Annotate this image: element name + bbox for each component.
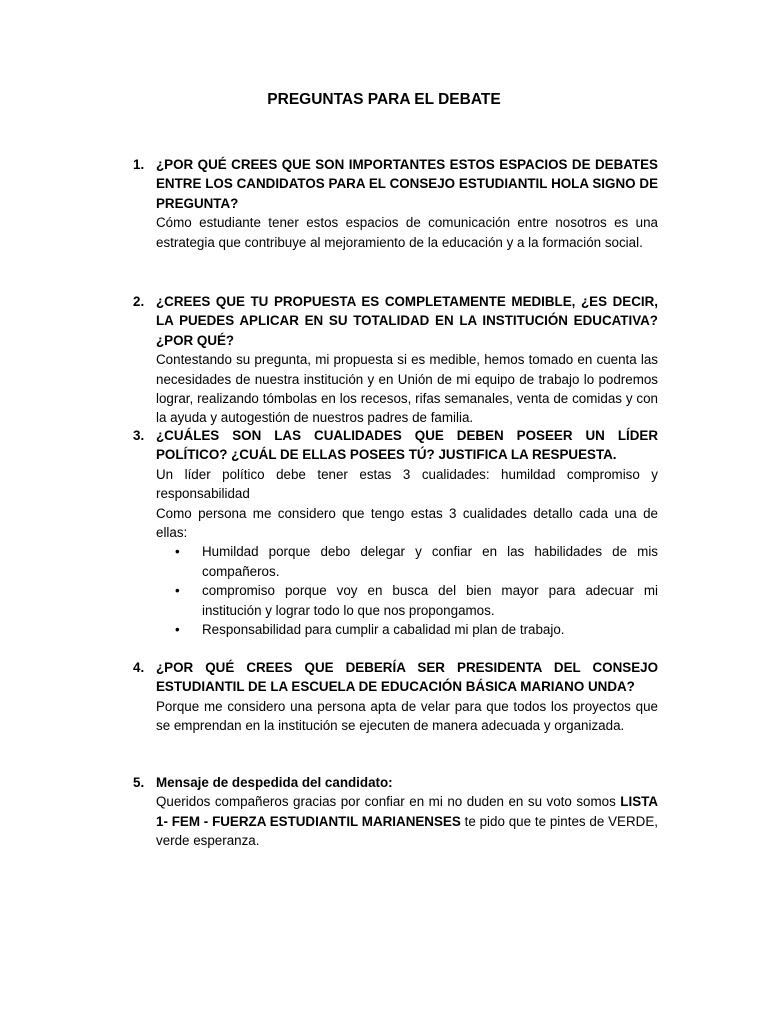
bullet-icon: • xyxy=(175,622,180,638)
question-number: 3. xyxy=(133,428,145,443)
bullet-icon: • xyxy=(175,544,180,560)
answer-text xyxy=(156,792,658,850)
answer-text: Cómo estudiante tener estos espacios de comunicación entre nosotros es una estrategia que contribuye al mejoramiento de la educación y a la formación social. xyxy=(156,215,658,250)
question-text: Mensaje de despedida del candidato: xyxy=(156,775,393,790)
question-item-4 xyxy=(133,658,658,736)
question-item-1 xyxy=(133,155,658,252)
party-name: LISTA 1- FEM - FUERZA ESTUDIANTIL MARIANENSES xyxy=(156,794,658,829)
answer-text: Contestando su pregunta, mi propuesta si es medible, hemos tomado en cuenta las necesidades de nuestra institución y en Unión de mi equipo de trabajo lo podremos lograr, realizando tómbolas en los recesos, rifas semanales, venta de comidas y con la ayuda y autogestión de nuestros padres de familia. xyxy=(156,352,658,426)
question-text: ¿CUÁLES SON LAS CUALIDADES QUE DEBEN POSEER UN LÍDER POLÍTICO? ¿CUÁL DE ELLAS POSEES TÚ? JUSTIFICA LA RESPUESTA. xyxy=(156,428,658,463)
list-item-text: Responsabilidad para cumplir a cabalidad mi plan de trabajo. xyxy=(202,622,565,638)
qualities-list xyxy=(156,542,658,639)
question-text: ¿POR QUÉ CREES QUE DEBERÍA SER PRESIDENTA DEL CONSEJO ESTUDIANTIL DE LA ESCUELA DE EDUCACIÓN BÁSICA MARIANO UNDA? xyxy=(156,660,658,695)
question-number: 5. xyxy=(133,775,145,790)
question-item-3 xyxy=(133,426,658,639)
list-item xyxy=(156,620,658,639)
question-number: 1. xyxy=(133,157,145,172)
answer-text: Porque me considero una persona apta de velar para que todos los proyectos que se emprendan en la institución se ejecuten de manera adecuada y organizada. xyxy=(156,698,658,734)
bullet-icon: • xyxy=(175,583,180,599)
list-item-text: compromiso porque voy en busca del bien mayor para adecuar mi institución y lograr todo lo que nos propongamos. xyxy=(202,583,658,618)
list-item xyxy=(156,581,658,620)
list-item-text: Humildad porque debo delegar y confiar en las habilidades de mis compañeros. xyxy=(202,544,658,579)
list-item xyxy=(156,542,658,581)
answer-text-continued: Como persona me considero que tengo estas 3 cualidades detallo cada una de ellas: xyxy=(156,505,658,541)
question-number: 4. xyxy=(133,660,145,675)
question-text: ¿CREES QUE TU PROPUESTA ES COMPLETAMENTE MEDIBLE, ¿ES DECIR, LA PUEDES APLICAR EN SU TOTALIDAD EN LA INSTITUCIÓN EDUCATIVA? ¿POR QUÉ? xyxy=(156,294,658,348)
question-item-5 xyxy=(133,773,658,851)
page-title: PREGUNTAS PARA EL DEBATE xyxy=(267,91,501,108)
answer-text-end: te pido que te pintes de VERDE, verde esperanza. xyxy=(156,813,658,849)
answer-text-start: Queridos compañeros gracias por confiar en mi no duden en su voto somos xyxy=(156,794,616,810)
answer-text: Un líder político debe tener estas 3 cualidades: humildad compromiso y responsabilidad xyxy=(156,466,658,502)
question-number: 2. xyxy=(133,294,145,309)
question-item-2 xyxy=(133,292,658,428)
question-text: ¿POR QUÉ CREES QUE SON IMPORTANTES ESTOS ESPACIOS DE DEBATES ENTRE LOS CANDIDATOS PARA EL CONSEJO ESTUDIANTIL HOLA SIGNO DE PREGUNTA? xyxy=(156,157,658,211)
